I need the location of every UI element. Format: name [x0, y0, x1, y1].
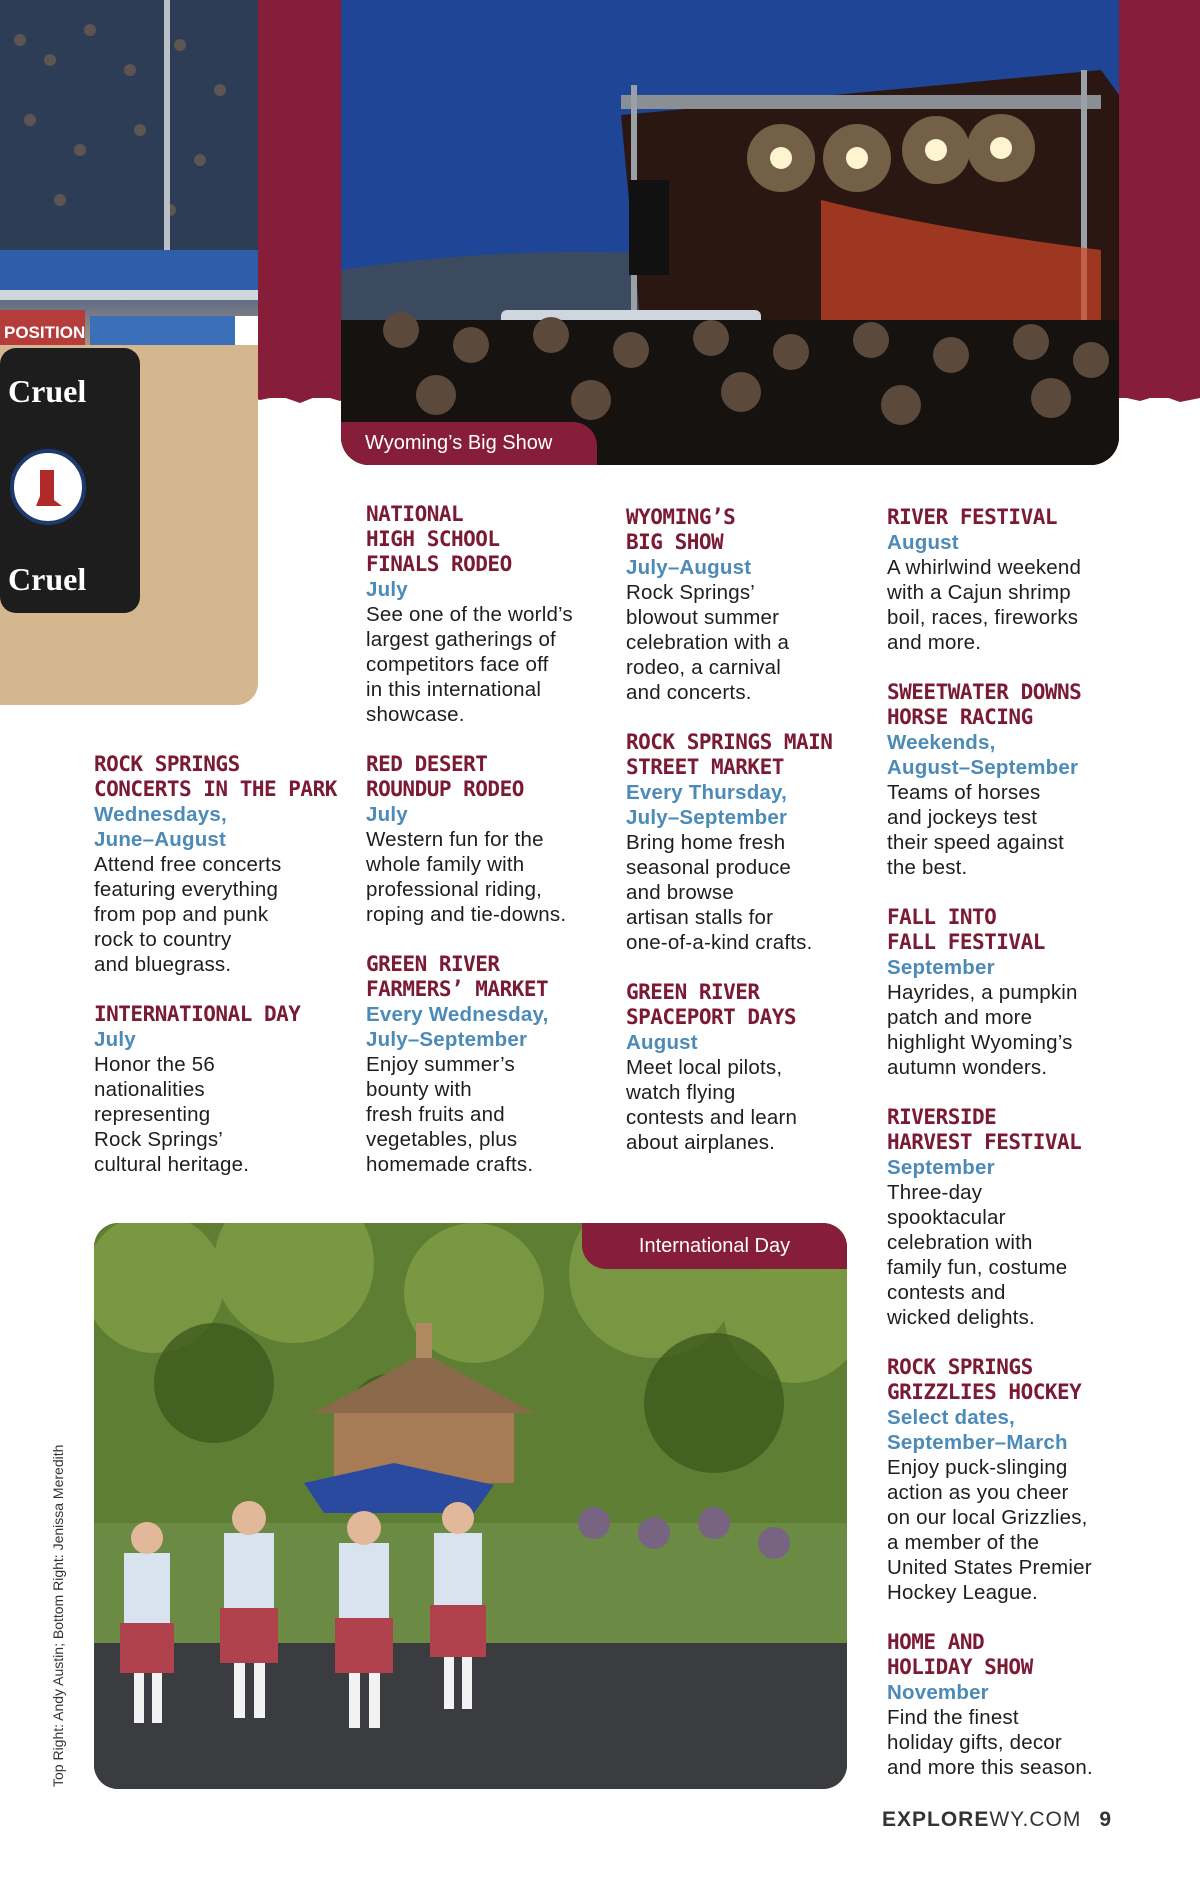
concert-photo-label: Wyoming’s Big Show	[341, 422, 597, 465]
event-description: Western fun for the whole family with professional riding, roping and tie-downs.	[366, 828, 567, 926]
event-title: NATIONAL HIGH SCHOOL FINALS RODEO	[366, 502, 512, 576]
photo-credit: Top Right: Andy Austin; Bottom Right: Jenissa Meredith	[50, 1444, 66, 1787]
barrel-text-top: Cruel	[8, 373, 87, 409]
event-description: Attend free concerts featuring everything from pop and punk rock to country and bluegrass.	[94, 853, 282, 976]
event-wyomings-big-show	[626, 505, 886, 705]
rodeo-barrel	[0, 348, 140, 613]
international-day-photo	[94, 1223, 847, 1789]
event-description: Find the finest holiday gifts, decor and more this season.	[887, 1706, 1093, 1779]
event-date: August	[887, 531, 959, 554]
event-description: Bring home fresh seasonal produce and browse artisan stalls for one-of-a-kind crafts.	[626, 831, 813, 954]
event-concerts-in-the-park	[94, 752, 354, 977]
event-title: INTERNATIONAL DAY	[94, 1002, 301, 1026]
event-date: July	[94, 1028, 136, 1051]
event-description: Meet local pilots, watch flying contests and learn about airplanes.	[626, 1056, 798, 1154]
event-date: July	[366, 578, 408, 601]
event-date: Weekends, August–September	[887, 731, 1079, 779]
concert-photo-art	[341, 0, 1119, 465]
event-date: September	[887, 1156, 995, 1179]
event-title: GREEN RIVER FARMERS’ MARKET	[366, 952, 549, 1001]
event-description: Honor the 56 nationalities representing Rock Springs’ cultural heritage.	[94, 1053, 250, 1176]
page-footer	[882, 1808, 1112, 1832]
event-title: ROCK SPRINGS GRIZZLIES HOCKEY	[887, 1355, 1082, 1404]
event-date: July	[366, 803, 408, 826]
event-red-desert-roundup-rodeo	[366, 752, 626, 927]
footer-brand-rest: WY.COM	[989, 1808, 1082, 1831]
event-riverside-harvest-festival	[887, 1105, 1177, 1330]
event-home-and-holiday-show	[887, 1630, 1177, 1780]
rodeo-sign-text: POSITION	[4, 323, 86, 342]
barrel-text-bottom: Cruel	[8, 561, 87, 597]
event-title: WYOMING’S BIG SHOW	[626, 505, 736, 554]
event-title: RIVERSIDE HARVEST FESTIVAL	[887, 1105, 1082, 1154]
event-main-street-market	[626, 730, 886, 955]
event-description: Enjoy puck-slinging action as you cheer on our local Grizzlies, a member of the United States Premier Hockey League.	[887, 1456, 1092, 1604]
event-date: Select dates, September–March	[887, 1406, 1068, 1454]
event-date: August	[626, 1031, 698, 1054]
footer-brand-bold: EXPLORE	[882, 1808, 990, 1831]
event-spaceport-days	[626, 980, 886, 1155]
event-date: July–August	[626, 556, 752, 579]
event-title: SWEETWATER DOWNS HORSE RACING	[887, 680, 1082, 729]
international-day-photo-label: International Day	[582, 1223, 847, 1269]
event-description: Enjoy summer’s bounty with fresh fruits and vegetables, plus homemade crafts.	[366, 1053, 534, 1176]
event-date: Every Wednesday, July–September	[366, 1003, 549, 1051]
event-title: RIVER FESTIVAL	[887, 505, 1058, 529]
event-title: ROCK SPRINGS MAIN STREET MARKET	[626, 730, 833, 779]
event-description: Hayrides, a pumpkin patch and more highlight Wyoming’s autumn wonders.	[887, 981, 1078, 1079]
event-description: Three-day spooktacular celebration with family fun, costume contests and wicked delights.	[887, 1181, 1068, 1329]
event-title: GREEN RIVER SPACEPORT DAYS	[626, 980, 797, 1029]
event-date: November	[887, 1681, 989, 1704]
concert-photo	[341, 0, 1119, 465]
page-number: 9	[1099, 1808, 1112, 1831]
event-date: Every Thursday, July–September	[626, 781, 788, 829]
event-international-day	[94, 1002, 354, 1177]
rodeo-photo	[0, 0, 258, 705]
event-description: Teams of horses and jockeys test their speed against the best.	[887, 781, 1065, 879]
event-green-river-farmers-market	[366, 952, 626, 1177]
event-description: A whirlwind weekend with a Cajun shrimp boil, races, fireworks and more.	[887, 556, 1082, 654]
event-title: FALL INTO FALL FESTIVAL	[887, 905, 1045, 954]
event-title: HOME AND HOLIDAY SHOW	[887, 1630, 1033, 1679]
event-description: Rock Springs’ blowout summer celebration with a rodeo, a carnival and concerts.	[626, 581, 790, 704]
event-title: RED DESERT ROUNDUP RODEO	[366, 752, 524, 801]
international-day-photo-art	[94, 1223, 847, 1789]
event-description: See one of the world’s largest gatherings of competitors face off in this international showcase.	[366, 603, 573, 726]
event-sweetwater-downs	[887, 680, 1177, 880]
event-grizzlies-hockey	[887, 1355, 1177, 1605]
event-title: ROCK SPRINGS CONCERTS IN THE PARK	[94, 752, 337, 801]
event-date: Wednesdays, June–August	[94, 803, 227, 851]
event-high-school-finals-rodeo	[366, 502, 626, 727]
rodeo-photo-art	[0, 0, 258, 705]
event-date: September	[887, 956, 995, 979]
event-fall-into-fall-festival	[887, 905, 1177, 1080]
event-river-festival	[887, 505, 1177, 655]
